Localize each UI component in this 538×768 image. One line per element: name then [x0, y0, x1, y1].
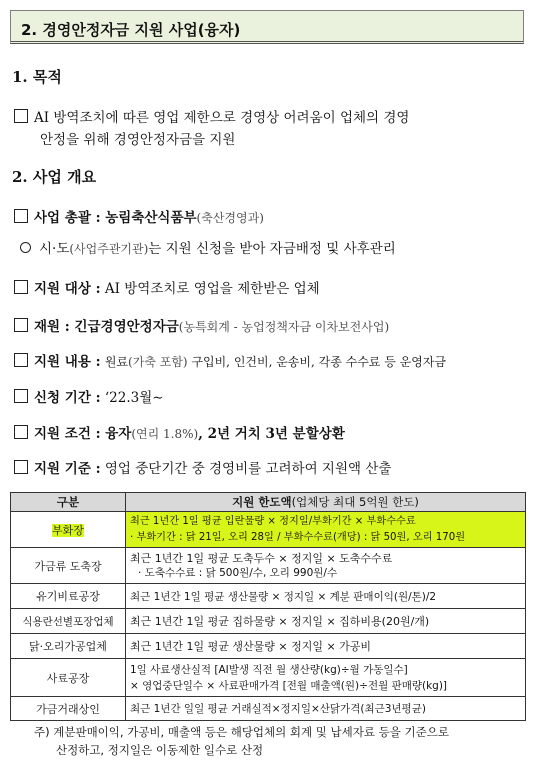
item-conditions: 지원 조건 : 융자(연리 1.8%), 2년 거치 3년 분할상환: [14, 422, 345, 442]
section-title: 2. 경영안정자금 지원 사업(융자): [21, 21, 241, 39]
row-label-slaughterhouse: 가금류 도축장: [11, 548, 126, 584]
checkbox-icon: [14, 389, 28, 403]
purpose-line-2: 안정을 위해 경영안정자금을 지원: [40, 132, 236, 148]
item-funding: 재원 : 긴급경영안정자금(농특회계 - 농업정책자금 이차보전사업): [14, 315, 389, 335]
checkbox-icon: [14, 353, 28, 367]
row-label-fertilizer: 유기비료공장: [11, 584, 126, 609]
dealer-formula: 최근 1년간 일일 평균 거래실적×정지일×산닭가격(최근3년평균): [126, 697, 526, 721]
header-category: 구분: [11, 493, 126, 512]
table-row: [11, 659, 526, 697]
table-header-row: [11, 493, 526, 512]
row-label-hatchery: 부화장: [52, 523, 84, 537]
table-row: [11, 609, 526, 634]
table-row: [11, 548, 526, 584]
hatchery-note: · 부화기간 : 닭 21일, 오리 28일 / 부화수수료(개당) : 닭 50원, 오리 170원: [130, 531, 466, 543]
row-label-feed-mill: 사료공장: [11, 659, 126, 697]
purpose-line-1: AI 방역조치에 따른 영업 제한으로 경영상 어려움이 업체의 경영: [14, 106, 409, 126]
support-limit-table: [10, 492, 526, 721]
heading-overview: 2. 사업 개요: [12, 168, 97, 186]
row-label-dealer: 가금거래상인: [11, 697, 126, 721]
slaughterhouse-note: · 도축수수료 : 닭 500원/수, 오리 990원/수: [138, 566, 338, 579]
checkbox-icon: [14, 280, 28, 294]
processing-formula: 최근 1년간 1일 평균 생산물량 × 정지일 × 가공비: [126, 634, 526, 659]
feed-mill-formula-2: × 영업중단일수 × 사료판매가격 [전월 매출액(원)÷전월 판매량(kg)]: [130, 679, 448, 692]
item-criteria: 지원 기준 : 영업 중단기간 중 경영비를 고려하여 지원액 산출: [14, 457, 391, 477]
row-label-processing: 닭·오리가공업체: [11, 634, 126, 659]
slaughterhouse-formula: 최근 1년간 1일 평균 도축두수 × 정지일 × 도축수수료: [130, 551, 393, 565]
hatchery-formula: 최근 1년간 1일 평균 입란물량 × 정지일/부화기간 × 부화수수료: [130, 515, 416, 527]
footnote-line-2: 산정하고, 정지일은 이동제한 일수로 산정: [56, 743, 264, 757]
item-content: 지원 내용 : 원료(가축 포함) 구입비, 인건비, 운송비, 각종 수수료 등 운영자금: [14, 350, 446, 370]
egg-packing-formula: 최근 1년간 1일 평균 집하물량 × 정지일 × 집하비용(20원/개): [126, 609, 526, 634]
table-row: [11, 512, 526, 548]
checkbox-icon: [14, 109, 28, 123]
circle-bullet-icon: [20, 242, 31, 253]
checkbox-icon: [14, 318, 28, 332]
header-limit: 지원 한도액(업체당 최대 5억원 한도): [126, 493, 526, 512]
item-sido: 시·도(사업주관기관)는 지원 신청을 받아 자금배정 및 사후관리: [20, 237, 396, 257]
table-row: [11, 634, 526, 659]
fertilizer-formula: 최근 1년간 1일 평균 생산물량 × 정지일 × 계분 판매이익(원/톤)/2: [126, 584, 526, 609]
heading-purpose: 1. 목적: [12, 68, 62, 86]
item-period: 신청 기간 : ‘22.3월∼: [14, 386, 164, 406]
table-row: [11, 697, 526, 721]
checkbox-icon: [14, 209, 28, 223]
checkbox-icon: [14, 460, 28, 474]
item-target: 지원 대상 : AI 방역조치로 영업을 제한받은 업체: [14, 277, 320, 297]
checkbox-icon: [14, 425, 28, 439]
section-title-box: [10, 10, 524, 44]
row-label-egg-packing: 식용란선별포장업체: [11, 609, 126, 634]
feed-mill-formula-1: 1일 사료생산실적 [AI발생 직전 월 생산량(kg)÷월 가동일수]: [130, 663, 408, 676]
footnote-line-1: 주) 계분판매이익, 가공비, 매출액 등은 해당업체의 회계 및 납세자료 등을 기준으로: [34, 725, 449, 739]
table-row: [11, 584, 526, 609]
item-overall: 사업 총괄 : 농림축산식품부(축산경영과): [14, 206, 264, 226]
